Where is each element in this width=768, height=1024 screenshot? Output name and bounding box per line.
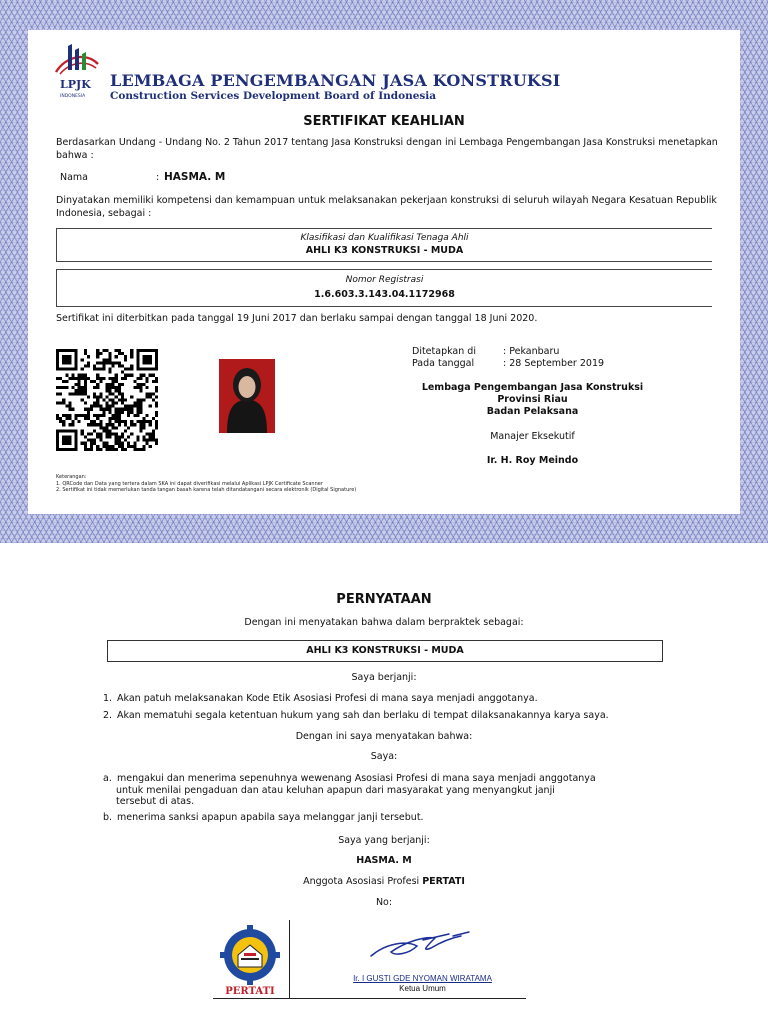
pertati-logo (216, 925, 284, 997)
classification-box (56, 228, 712, 262)
svg-text:LPJK: LPJK (60, 78, 91, 91)
signer-role: Manajer Eksekutif (490, 431, 575, 442)
svg-text:INDONESIA: INDONESIA (60, 94, 86, 99)
list-item: a. mengakui dan menerima sepenuhnya wewenang Asosiasi Profesi di mana saya menjadi anggotanya untuk menilai pengaduan dan atau keluhan apapun dari masyarakat yang menyangkut janji tersebut di atas. (103, 773, 596, 807)
promise-list (103, 693, 663, 721)
footer-rule (213, 998, 526, 999)
lpjk-logo-header (52, 40, 561, 102)
signer-name: Ir. H. Roy Meindo (486, 455, 579, 466)
registration-value: 1.6.603.3.143.04.1172968 (314, 289, 455, 300)
validity-text: Sertifikat ini diterbitkan pada tanggal 19 Juni 2017 dan berlaku sampai dengan tanggal 18 Juni 2020. (56, 313, 538, 324)
competence-line-1: Dinyatakan memiliki kompetensi dan kemampuan untuk melaksanakan pekerjaan konstruksi di seluruh wilayah Negara Kesatuan Republik (56, 195, 717, 206)
declaration-list (103, 773, 663, 823)
name-colon: : (156, 172, 160, 183)
holder-photo-image (219, 359, 275, 433)
list-item: 1. Akan patuh melaksanakan Kode Etik Asosiasi Profesi di mana saya menjadi anggotanya. (103, 693, 538, 704)
statement-role-box: AHLI K3 KONSTRUKSI - MUDA (107, 640, 663, 662)
number-label: No: (375, 897, 393, 908)
note-1: 1. QRCode dan Data yang tertera dalam SKA ini dapat diverifikasi melalui Aplikasi LPJK Certificate Scanner (56, 480, 323, 487)
holder-photo (219, 359, 275, 433)
registration-caption: Nomor Registrasi (345, 275, 424, 285)
issued-date-label: Pada tanggal (412, 358, 475, 369)
name-label: Nama (60, 172, 89, 183)
declare-heading: Dengan ini saya menyatakan bahwa: (295, 731, 473, 742)
chair-signature (365, 926, 475, 966)
footer-divider (289, 920, 290, 998)
saya-label: Saya: (370, 751, 398, 762)
issued-at-label: Ditetapkan di (412, 346, 476, 357)
chair-name: Ir. I GUSTI GDE NYOMAN WIRATAMA (353, 974, 492, 983)
association-line: Anggota Asosiasi Profesi PERTATI (303, 876, 465, 887)
classification-caption: Klasifikasi dan Kualifikasi Tenaga Ahli (300, 233, 469, 243)
certificate-notes (56, 474, 356, 494)
statement-title: PERNYATAAN (336, 592, 432, 607)
competence-line-2: Indonesia, sebagai : (56, 208, 152, 219)
certificate-title: SERTIFIKAT KEAHLIAN (303, 114, 465, 129)
lpjk-title: LEMBAGA PENGEMBANGAN JASA KONSTRUKSI (110, 71, 561, 90)
intro-line-2: bahwa : (56, 150, 94, 161)
svg-text:PERTATI: PERTATI (225, 986, 275, 997)
notes-title: Keterangan: (56, 474, 87, 480)
issued-date-value: : 28 September 2019 (503, 358, 605, 369)
classification-value: AHLI K3 KONSTRUKSI - MUDA (305, 245, 464, 256)
lpjk-subtitle: Construction Services Development Board of Indonesia (110, 90, 437, 102)
qr-code[interactable] (56, 349, 158, 451)
intro-line-1: Berdasarkan Undang - Undang No. 2 Tahun 2017 tentang Jasa Konstruksi dengan ini Lembaga Pengembangan Jasa Konstruksi menetapkan (56, 137, 718, 148)
association-name: PERTATI (422, 876, 465, 887)
lpjk-logo-icon (52, 40, 102, 100)
issuer-line-3: Badan Pelaksana (486, 406, 579, 417)
name-value: HASMA. M (164, 171, 226, 183)
chair-title: Ketua Umum (399, 984, 446, 993)
issuer-line-1: Lembaga Pengembangan Jasa Konstruksi (421, 382, 644, 393)
registration-box (56, 269, 712, 307)
issued-at-value: : Pekanbaru (503, 346, 560, 357)
issuer-line-2: Provinsi Riau (497, 394, 568, 405)
list-item: b. menerima sanksi apapun apabila saya melanggar janji tersebut. (103, 811, 424, 823)
signed-by-label: Saya yang berjanji: (338, 835, 430, 846)
statement-intro: Dengan ini menyatakan bahwa dalam berpraktek sebagai: (244, 617, 524, 628)
promise-heading: Saya berjanji: (351, 672, 417, 683)
list-item: 2. Akan mematuhi segala ketentuan hukum yang sah dan berlaku di tempat dilaksanakannya karya saya. (103, 709, 609, 721)
member-name: HASMA. M (356, 855, 412, 866)
note-2: 2. Sertifikat ini tidak memerlukan tanda tangan basah karena telah ditandatangani secara elektronik (Digital Signature) (56, 487, 357, 493)
